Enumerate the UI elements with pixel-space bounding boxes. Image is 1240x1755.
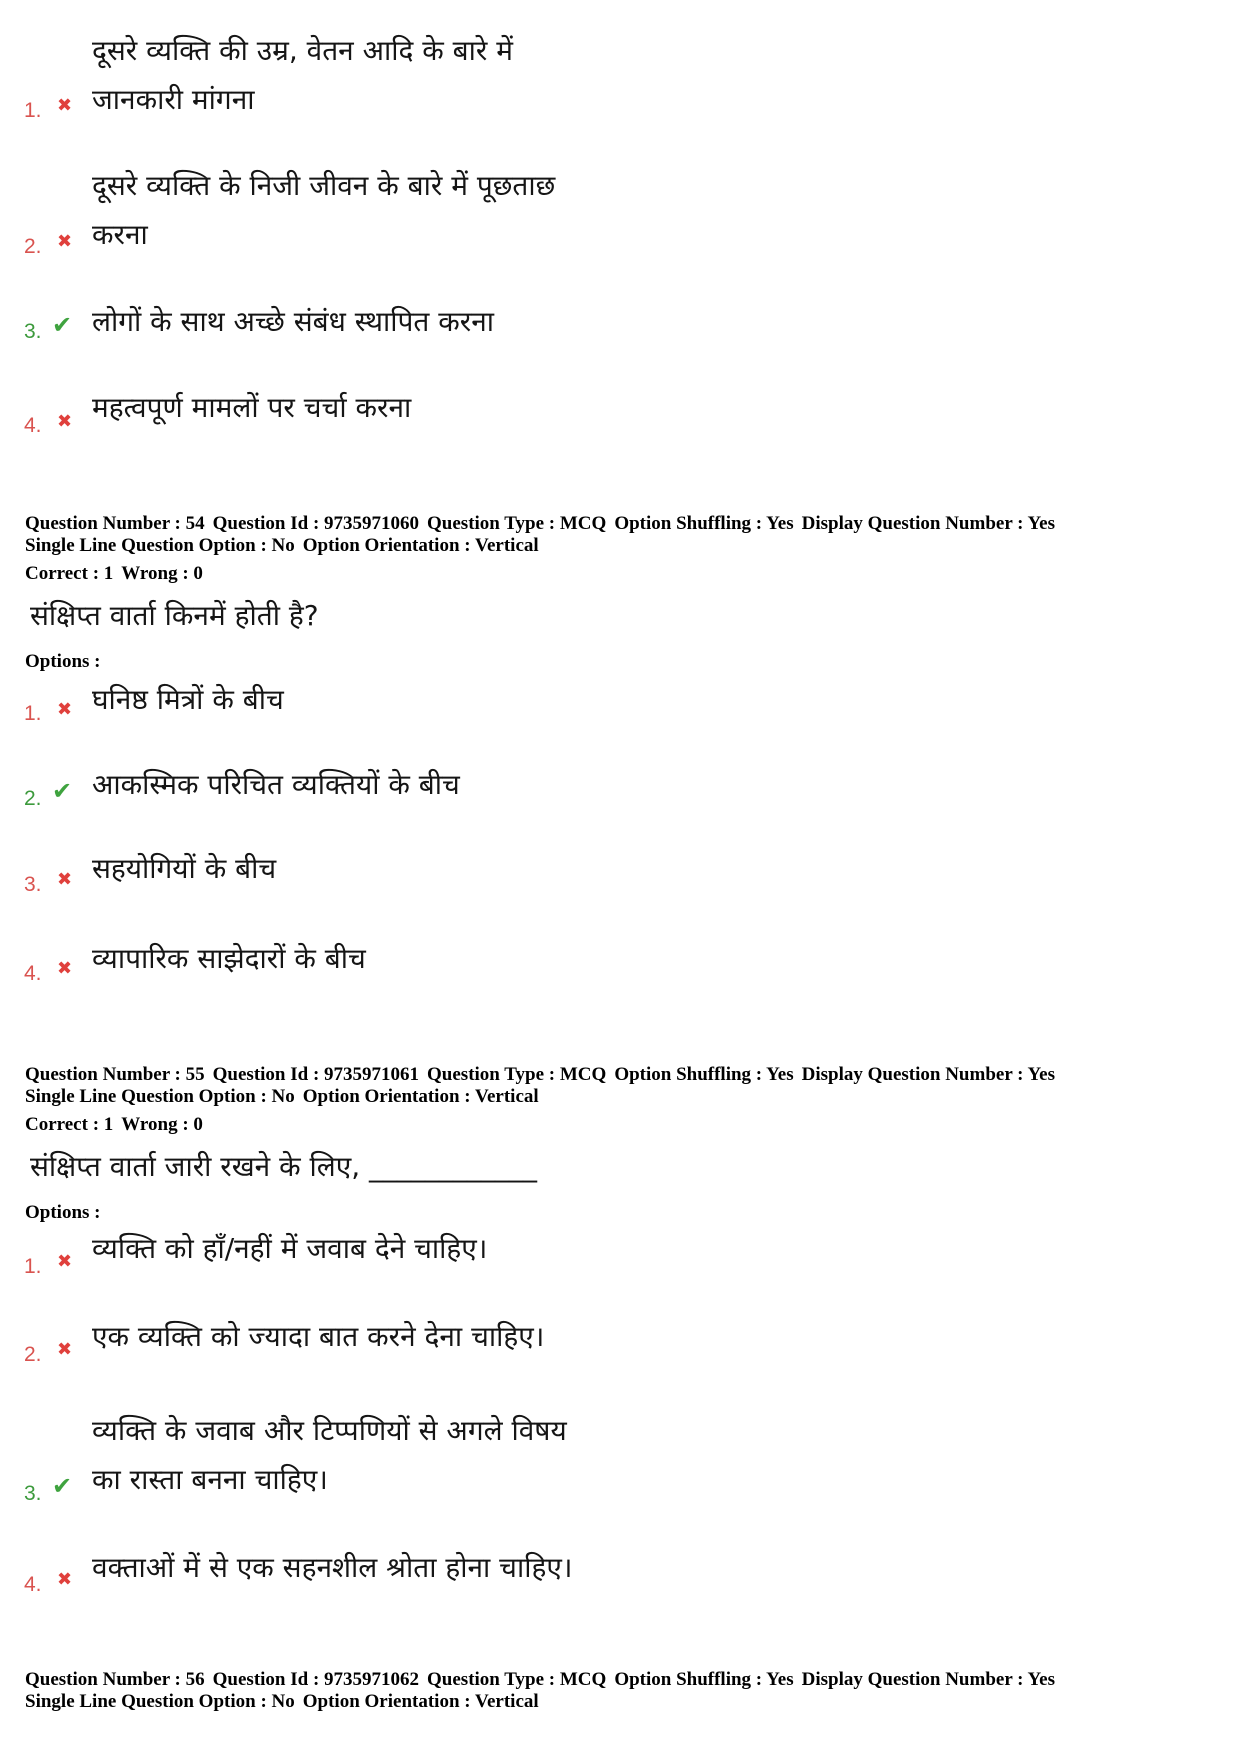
- option-text-line: एक व्यक्ति को ज्यादा बात करने देना चाहिए।: [92, 1320, 545, 1353]
- meta-field: Display Question Number : Yes: [801, 1064, 1055, 1085]
- option-text-line: करना: [92, 218, 148, 251]
- option-text-line: दूसरे व्यक्ति के निजी जीवन के बारे में पूछताछ: [92, 169, 556, 202]
- question-meta-line1: [25, 513, 1063, 534]
- question-meta-line1: [25, 1669, 1063, 1690]
- meta-field: Single Line Question Option : No: [25, 1691, 295, 1712]
- cross-icon: ✖: [57, 231, 73, 252]
- option-text-line: लोगों के साथ अच्छे संबंध स्थापित करना: [92, 305, 495, 338]
- cross-icon: ✖: [57, 1339, 73, 1360]
- cross-icon: ✖: [57, 699, 73, 720]
- option-text-line: जानकारी मांगना: [92, 83, 255, 116]
- meta-field: Question Id : 9735971062: [212, 1669, 420, 1690]
- option-number: 4.: [24, 414, 42, 437]
- option-text-line: व्यापारिक साझेदारों के बीच: [92, 942, 366, 975]
- option-number: 2.: [24, 787, 42, 810]
- option-number: 4.: [24, 962, 42, 985]
- marks-correct: Correct : 1: [25, 563, 114, 584]
- options-label: Options :: [25, 651, 101, 672]
- option-text-line: का रास्ता बनना चाहिए।: [92, 1463, 328, 1496]
- option-number: 1.: [24, 702, 42, 725]
- option-number: 4.: [24, 1573, 42, 1596]
- meta-field: Display Question Number : Yes: [801, 1669, 1055, 1690]
- meta-field: Question Type : MCQ: [427, 513, 607, 534]
- question-text: संक्षिप्त वार्ता किनमें होती है?: [30, 599, 319, 632]
- meta-field: Option Shuffling : Yes: [614, 513, 794, 534]
- cross-icon: ✖: [57, 869, 73, 890]
- option-text-line: सहयोगियों के बीच: [92, 852, 277, 885]
- option-text-line: वक्ताओं में से एक सहनशील श्रोता होना चाहिए।: [92, 1551, 573, 1584]
- option-number: 2.: [24, 1343, 42, 1366]
- marks-correct: Correct : 1: [25, 1114, 114, 1135]
- cross-icon: ✖: [57, 411, 73, 432]
- option-text-line: व्यक्ति के जवाब और टिप्पणियों से अगले विषय: [92, 1414, 567, 1447]
- meta-field: Option Orientation : Vertical: [302, 1086, 539, 1107]
- meta-field: Question Number : 56: [25, 1669, 205, 1690]
- meta-field: Single Line Question Option : No: [25, 535, 295, 556]
- marks-wrong: Wrong : 0: [121, 1114, 203, 1135]
- option-number: 2.: [24, 235, 42, 258]
- check-icon: ✔: [52, 1472, 73, 1500]
- meta-field: Question Id : 9735971060: [212, 513, 420, 534]
- cross-icon: ✖: [57, 1569, 73, 1590]
- option-text-line: आकस्मिक परिचित व्यक्तियों के बीच: [92, 768, 460, 801]
- option-number: 3.: [24, 320, 42, 343]
- options-label: Options :: [25, 1202, 101, 1223]
- option-number: 3.: [24, 1482, 42, 1505]
- question-meta-line2: [25, 1086, 547, 1107]
- meta-field: Option Orientation : Vertical: [302, 1691, 539, 1712]
- meta-field: Question Type : MCQ: [427, 1064, 607, 1085]
- question-text: संक्षिप्त वार्ता जारी रखने के लिए, ____________: [30, 1150, 538, 1183]
- meta-field: Question Id : 9735971061: [212, 1064, 420, 1085]
- meta-field: Option Shuffling : Yes: [614, 1669, 794, 1690]
- marks-wrong: Wrong : 0: [121, 563, 203, 584]
- option-text-line: व्यक्ति को हाँ/नहीं में जवाब देने चाहिए।: [92, 1232, 488, 1265]
- option-text-line: दूसरे व्यक्ति की उम्र, वेतन आदि के बारे में: [92, 34, 513, 67]
- meta-field: Option Shuffling : Yes: [614, 1064, 794, 1085]
- cross-icon: ✖: [57, 95, 73, 116]
- question-meta-line1: [25, 1064, 1063, 1085]
- meta-field: Option Orientation : Vertical: [302, 535, 539, 556]
- question-marks: [25, 1114, 211, 1135]
- question-marks: [25, 563, 211, 584]
- option-text-line: घनिष्ठ मित्रों के बीच: [92, 683, 284, 716]
- cross-icon: ✖: [57, 958, 73, 979]
- meta-field: Single Line Question Option : No: [25, 1086, 295, 1107]
- option-number: 1.: [24, 99, 42, 122]
- meta-field: Question Number : 54: [25, 513, 205, 534]
- check-icon: ✔: [52, 311, 73, 339]
- meta-field: Display Question Number : Yes: [801, 513, 1055, 534]
- meta-field: Question Type : MCQ: [427, 1669, 607, 1690]
- option-number: 3.: [24, 873, 42, 896]
- option-text-line: महत्वपूर्ण मामलों पर चर्चा करना: [92, 391, 412, 424]
- option-number: 1.: [24, 1255, 42, 1278]
- cross-icon: ✖: [57, 1251, 73, 1272]
- question-meta-line2: [25, 1691, 547, 1712]
- meta-field: Question Number : 55: [25, 1064, 205, 1085]
- check-icon: ✔: [52, 777, 73, 805]
- question-meta-line2: [25, 535, 547, 556]
